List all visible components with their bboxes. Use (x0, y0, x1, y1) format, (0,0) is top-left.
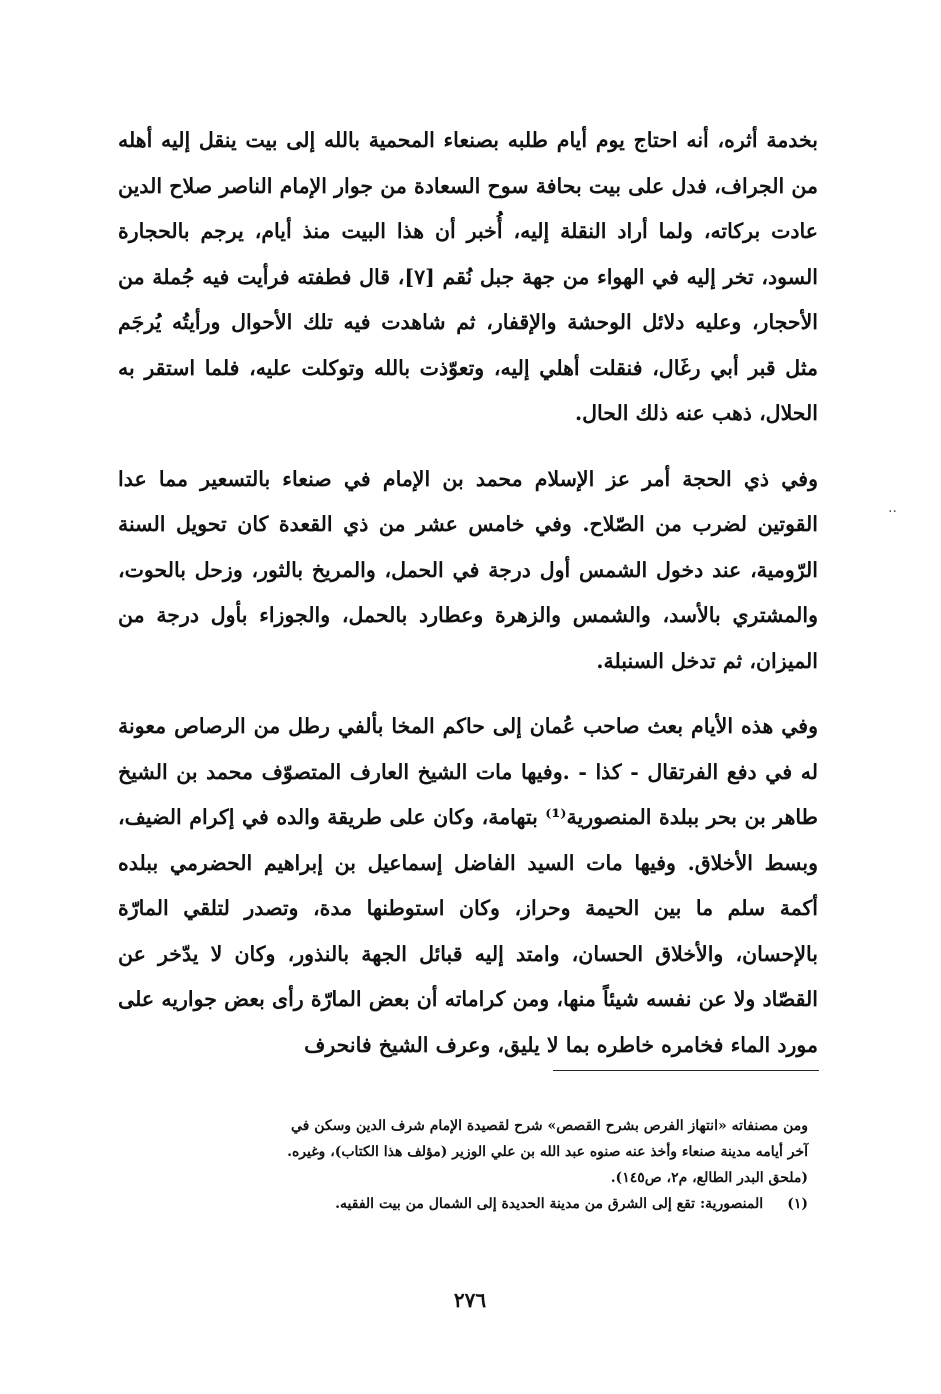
footnote-1-text: المنصورية: تقع إلى الشرق من مدينة الحديدة إلى الشمال من بيت الفقيه. (335, 1196, 764, 1212)
margin-mark: .. (888, 500, 897, 516)
paragraph-2: وفي ذي الحجة أمر عز الإسلام محمد بن الإمام في صنعاء بالتسعير مما عدا القوتين لضرب من الصّلاح. وفي خامس عشر من ذي القعدة كان تحويل السنة الرّومية، عند دخول الشمس أول درجة في الحمل، والمريخ بالثور، وزحل بالحوت، والمشتري بالأسد، والشمس والزهرة وعطارد بالحمل، والجوزاء بأول درجة من الميزان، ثم تدخل السنبلة. (118, 466, 818, 673)
footnote-1 (128, 1191, 808, 1217)
footnote-separator (553, 1070, 819, 1071)
footnote-continued-line-2: آخر أيامه مدينة صنعاء وأخذ عنه صنوه عبد الله بن علي الوزير (مؤلف هذا الكتاب)، وغيره. (287, 1144, 808, 1160)
main-text (118, 118, 818, 1068)
paragraph-1: بخدمة أثره، أنه احتاج يوم أيام طلبه بصنعاء المحمية بالله إلى بيت ينقل إليه أهله من الجراف، فدل على بيت بحافة سوح السعادة من جوار الإمام الناصر صلاح الدين عادت بركاته، ولما أراد النقلة إليه، أُخبر أن هذا البيت منذ أيام، يرجم بالحجارة السود، تخر إليه في الهواء من جهة جبل نُقم [٧]، قال فطفته فرأيت فيه جُملة من الأحجار، وعليه دلائل الوحشة والإقفار، ثم شاهدت فيه تلك الأحوال ورأيتُه يُرجَم مثل قبر أبي رغَال، فنقلت أهلي إليه، وتعوّذت بالله وتوكلت عليه، فلما استقر به الحلال، ذهب عنه ذلك الحال. (118, 128, 818, 425)
footnote-continued-line-3: (ملحق البدر الطالع، م٢، ص١٤٥). (610, 1170, 808, 1186)
page-number: ٢٧٦ (453, 1288, 487, 1312)
footnotes (128, 1113, 808, 1217)
paragraph-3: وفي هذه الأيام بعث صاحب عُمان إلى حاكم المخا بألفي رطل من الرصاص معونة له في دفع الفرتقال - كذا - .وفيها مات الشيخ العارف المتصوّف محمد بن الشيخ طاهر بن بحر ببلدة المنصورية⁽¹⁾ بتهامة، وكان على طريقة والده في إكرام الضيف، وبسط الأخلاق. وفيها مات السيد الفاضل إسماعيل بن إبراهيم الحضرمي ببلده أكمة سلم ما بين الحيمة وحراز، وكان استوطنها مدة، وتصدر لتلقي المارّة بالإحسان، والأخلاق الحسان، وامتد إليه قبائل الجهة بالنذور، وكان لا يدّخر عن القصّاد ولا عن نفسه شيئاً منها، ومن كراماته أن بعض المارّة رأى بعض جواريه على مورد الماء فخامره خاطره بما لا يليق، وعرف الشيخ فانحرف (118, 714, 818, 1057)
footnote-1-marker: (١) (787, 1196, 808, 1212)
footnote-continued-line-1: ومن مصنفاته «انتهاز الفرص بشرح القصص» شرح لقصيدة الإمام شرف الدين وسكن في (290, 1118, 808, 1134)
